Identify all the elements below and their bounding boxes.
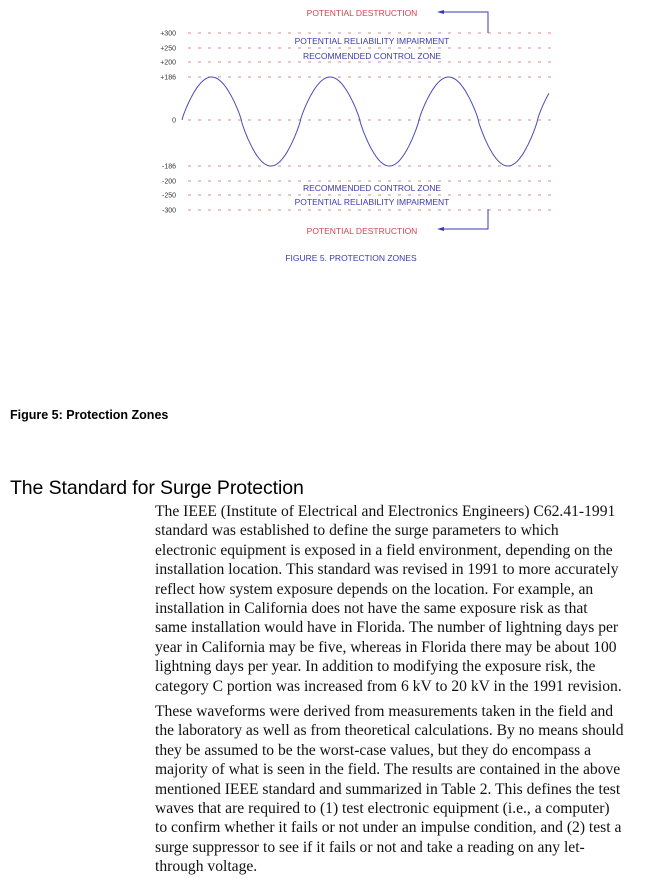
protection-zones-figure [0, 0, 650, 270]
paragraph-line: year in California may be five, whereas in Florida there may be about 100 [155, 638, 617, 656]
y-tick-label: -186 [161, 163, 176, 171]
zone-label-top-destruction: POTENTIAL DESTRUCTION [306, 8, 418, 18]
zone-label-bottom-reliability: POTENTIAL RELIABILITY IMPAIRMENT [294, 197, 450, 207]
paragraph-line: reflect how system exposure depends on the location. For example, an [155, 580, 594, 598]
paragraph-line: electronic equipment is exposed in a field environment, depending on the [155, 541, 613, 559]
sine-wave [182, 77, 549, 166]
arrow-top [441, 12, 488, 33]
arrow-top-head-icon [437, 10, 444, 14]
paragraph-line: installation in California does not have the same exposure risk as that [155, 600, 588, 618]
section-heading: The Standard for Surge Protection [10, 477, 304, 499]
zone-label-bottom-control: RECOMMENDED CONTROL ZONE [302, 183, 442, 193]
y-tick-label: +200 [160, 59, 176, 67]
arrow-bottom [441, 209, 488, 229]
y-tick-label: +250 [160, 45, 176, 53]
y-axis-labels [160, 31, 176, 215]
paragraph-line: through voltage. [155, 858, 258, 876]
zone-label-top-reliability: POTENTIAL RELIABILITY IMPAIRMENT [294, 36, 450, 46]
paragraph-line: mentioned IEEE standard and summarized in Table 2. This defines the test [155, 780, 621, 798]
paragraph-line: same installation would have in Florida. The number of lightning days per [155, 619, 619, 637]
paragraph-line: standard was established to define the surge parameters to which [155, 522, 559, 540]
paragraph-line: The IEEE (Institute of Electrical and Electronics Engineers) C62.41-1991 [155, 503, 616, 520]
paragraph-2 [155, 702, 647, 877]
arrow-bottom-head-icon [437, 227, 444, 231]
paragraph-1 [155, 502, 647, 696]
zone-label-bottom-destruction: POTENTIAL DESTRUCTION [306, 226, 418, 236]
figure-title: FIGURE 5. PROTECTION ZONES [285, 253, 417, 263]
paragraph-line: surge suppressor to see if it fails or not and take a reading on any let- [155, 838, 585, 856]
y-tick-label: -300 [161, 207, 176, 215]
paragraph-line: waves that are required to (1) test electronic equipment (i.e., a computer) [155, 800, 610, 818]
y-tick-label: +186 [160, 74, 176, 82]
paragraph-line: These waveforms were derived from measurements taken in the field and [155, 703, 614, 720]
paragraph-line: majority of what is seen in the field. The results are contained in the above [155, 761, 621, 779]
paragraph-line: category C portion was increased from 6 kV to 20 kV in the 1991 revision. [155, 677, 622, 695]
zone-label-top-control: RECOMMENDED CONTROL ZONE [302, 51, 442, 61]
paragraph-line: they be assumed to be the worst-case values, but they do encompass a [155, 741, 592, 759]
paragraph-line: lightning days per year. In addition to modifying the exposure risk, the [155, 658, 596, 676]
y-tick-label: -200 [161, 178, 176, 186]
figure-caption: Figure 5: Protection Zones [10, 408, 169, 422]
paragraph-line: to confirm whether it fails or not under an impulse condition, and (2) test a [155, 819, 622, 837]
paragraph-line: installation location. This standard was revised in 1991 to more accurately [155, 561, 619, 579]
y-tick-label: 0 [172, 117, 176, 125]
y-tick-label: +300 [160, 30, 176, 38]
y-tick-label: -250 [161, 192, 176, 200]
paragraph-line: the laboratory as well as from theoretical calculations. By no means should [155, 722, 624, 740]
